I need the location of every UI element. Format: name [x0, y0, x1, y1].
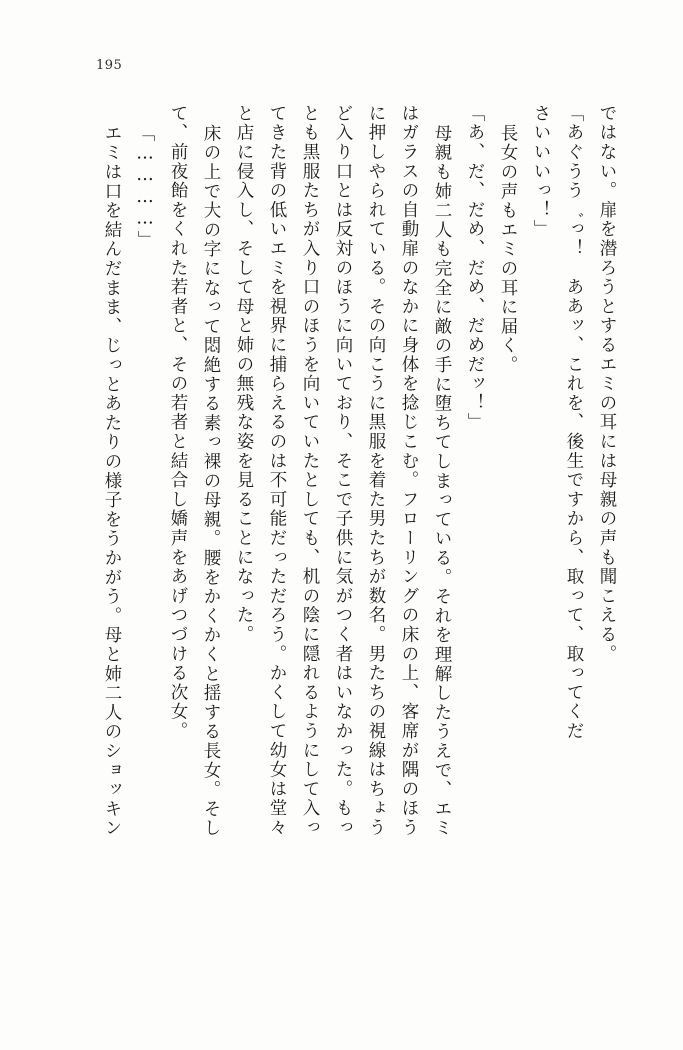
text-line: 母親も姉二人も完全に敵の手に堕ちてしまっている。それを理解したうえで、エミ [432, 124, 452, 839]
text-line: ではない。扉を潜ろうとするエミの耳には母親の声も聞こえる。 [597, 104, 617, 664]
text-line: エミは口を結んだまま、じっとあたりの様子をうかがう。母と姉二人のショッキン [102, 124, 122, 839]
text-line: と店に侵入し、そして母と姉の無残な姿を見ることになった。 [234, 104, 254, 645]
text-line: とも黒服たちが入り口のほうを向いていたとしても、机の陰に隠れるようにして入っ [300, 104, 320, 838]
text-line: 長女の声もエミの耳に届く。 [498, 124, 518, 375]
body-text-block [63, 104, 623, 984]
page-number: 195 [96, 58, 123, 73]
text-line: ど入り口とは反対のほうに向いており、そこで子供に気がつく者はいなかった。もっ [333, 104, 353, 838]
text-line: さいいいっ！」 [531, 104, 551, 240]
text-line: てきた背の低いエミを視界に捕らえるのは不可能だっただろう。かくして幼女は堂々 [267, 104, 287, 838]
text-line: 「…………」 [135, 124, 155, 250]
text-line: はガラスの自動扉のなかに身体を捻じこむ。フローリングの床の上、客席が隅のほう [399, 104, 419, 838]
text-line: て、前夜飴をくれた若者と、その若者と結合し嬌声をあげつづける次女。 [168, 104, 188, 741]
text-line: 「あ、だ、だめ、だめ、だめだッ！」 [465, 104, 485, 433]
text-line: に押しやられている。その向こうに黒服を着た男たちが数名。男たちの視線はちょう [366, 104, 386, 838]
text-line: 「あぐうう゛っ！ ああッ、これを、後生ですから、取って、取ってくだ [564, 104, 584, 741]
text-line: 床の上で大の字になって悶絶する素っ裸の母親。腰をかくかくと揺する長女。そし [201, 124, 221, 839]
